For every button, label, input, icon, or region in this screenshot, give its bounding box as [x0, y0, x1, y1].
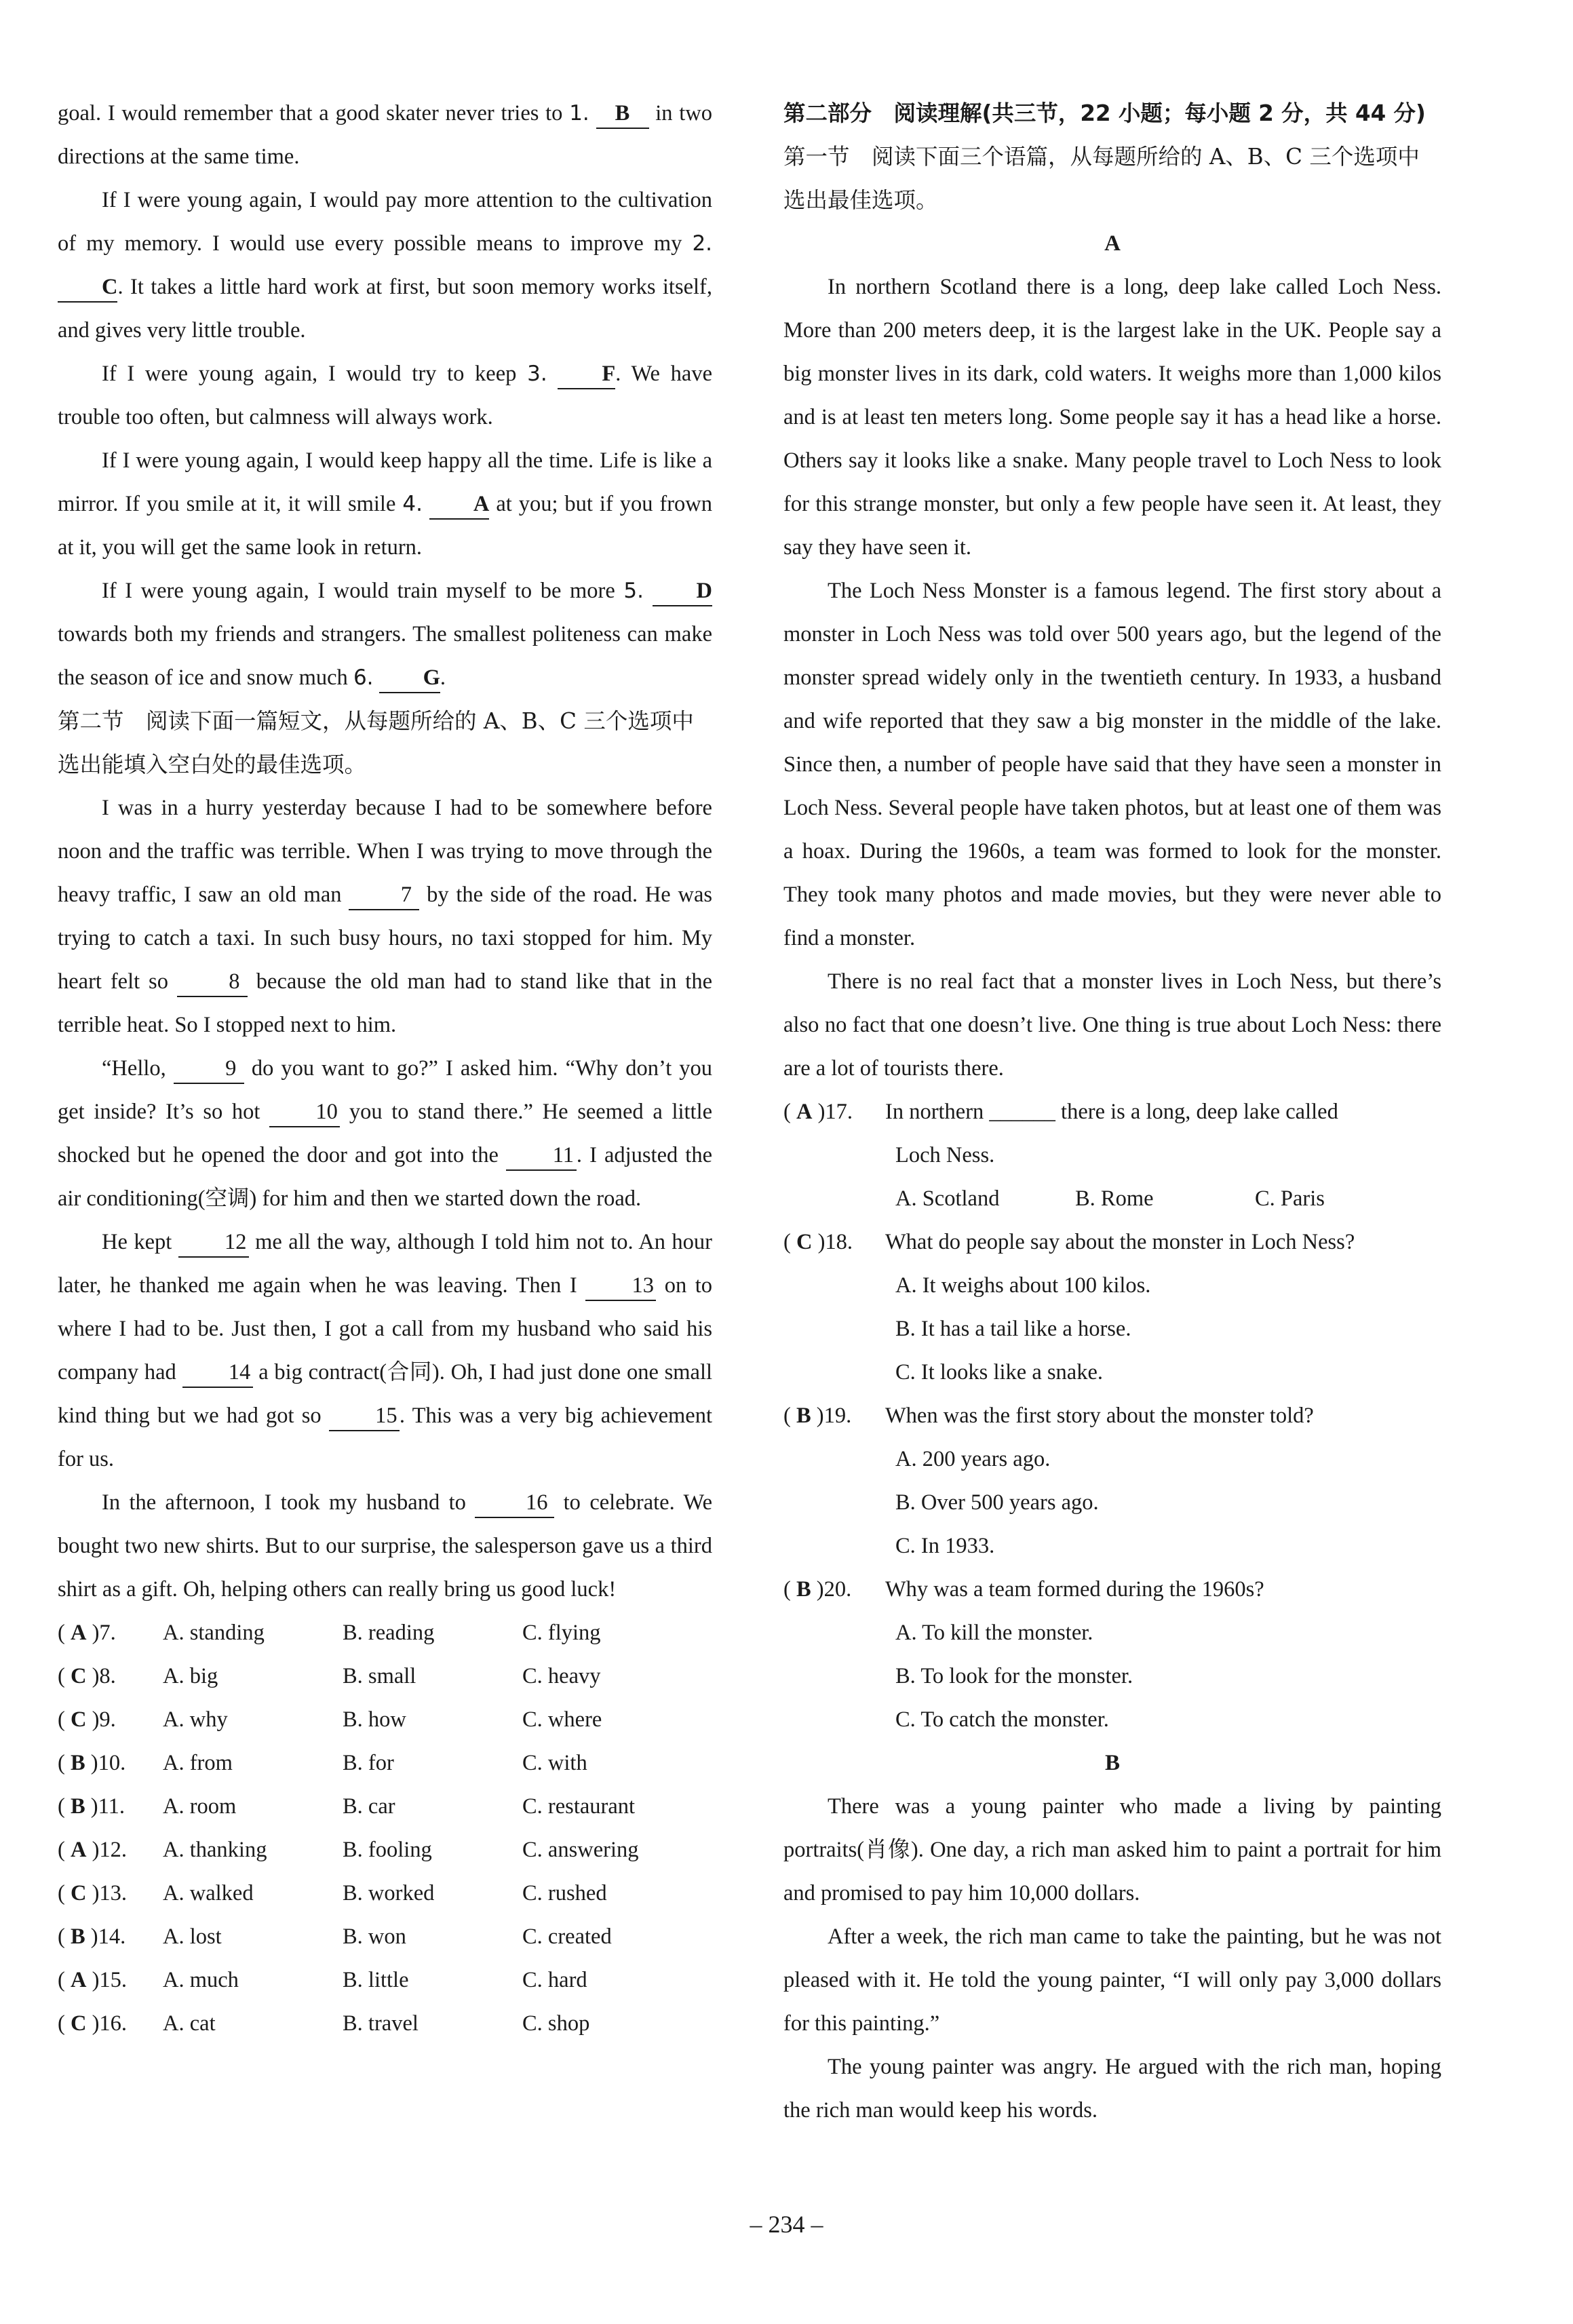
item-number: 4. [402, 492, 423, 516]
cloze-blank-15: 15 [329, 1401, 400, 1431]
option-row: ( A )7. A. standing B. reading C. flying [58, 1621, 601, 1645]
answer-blank-4: A [429, 490, 489, 520]
paragraph-2: If I were young again, I would pay more attention to the cultivation of my memory. I would use every possible means to improve my 2. C. It takes a little hard work at first, but soon memory works itself, and gives very little trouble. [58, 188, 713, 343]
answer-letter: A [70, 1968, 87, 1992]
answer-blank-1: B [596, 99, 649, 129]
paragraph-3: If I were young again, I would try to keep 3. F. We have trouble too often, but calmness will always work. [58, 352, 712, 439]
passage-b-paragraph-3: The young painter was angry. He argued with the rich man, hoping the rich man would keep his words. [783, 2055, 1441, 2123]
passage-b-title: B [1104, 1751, 1120, 1775]
right-column [783, 92, 1441, 2132]
paragraph-5: If I were young again, I would train myself to be more 5. D towards both my friends and strangers. The smallest politeness can make the season of ice and snow much 6. G. [58, 569, 712, 699]
item-number: 3. [527, 362, 547, 386]
passage-b-paragraph-2: After a week, the rich man came to take the painting, but he was not pleased with it. He told the young painter, “I will only pay 3,000 dollars for this painting.” [783, 1924, 1441, 2036]
option-row: ( C )8. A. big B. small C. heavy [58, 1664, 601, 1688]
cloze-paragraph-1: I was in a hurry yesterday because I had to be somewhere before noon and the traffic was terrible. When I was trying to move through the heavy traffic, I saw an old man 7 by the side of the road. He was trying to catch a taxi. In such busy hours, no taxi stopped for him. My heart felt so 8 because the old man had to stand like that in the terrible heat. So I stopped next to him. [58, 796, 713, 1037]
item-number: 5. [623, 579, 644, 603]
option-row: ( C )16. A. cat B. travel C. shop [58, 2011, 590, 2036]
answer-blank-3: F [558, 360, 615, 389]
cloze-paragraph-2: “Hello, 9 do you want to go?” I asked him. “Why don’t you get inside? It’s so hot 10 you to stand there.” He seemed a little shocked but he opened the door and got into the 11 . I adjusted the air conditioning(空调) for him and then we started down the road. [58, 1047, 712, 1220]
passage-a-paragraph-3: There is no real fact that a monster lives in Loch Ness, but there’s also no fact that one doesn’t live. One thing is true about Loch Ness: there are a lot of tourists there. [783, 969, 1441, 1081]
cloze-blank-8: 8 [177, 967, 248, 997]
passage-a-paragraph-1: In northern Scotland there is a long, deep lake called Loch Ness. More than 200 meters deep, it is the largest lake in the UK. People say a big monster lives in its dark, cold waters. It weighs more than 1,000 kilos and is at least ten meters long. Some people say it has a head like a horse. Others say it looks like a snake. Many people travel to Loch Ness to look for this strange monster, but only a few people have seen it. At least, they say they have seen it. [783, 275, 1441, 560]
section-1-heading: 第一节 阅读下面三个语篇，从每题所给的 A、B、C 三个选项中选出最佳选项。 [783, 144, 1420, 213]
question-19: ( B )19. When was the first story about the monster told? A. 200 years ago. B. Over 500 years ago. C. In 1933. [783, 1403, 1314, 1558]
option-row: ( B )14. A. lost B. won C. created [58, 1924, 612, 1949]
cloze-blank-12: 12 [178, 1228, 249, 1258]
answer-letter: B [796, 1403, 811, 1428]
answer-blank-6: G [379, 663, 440, 693]
cloze-blank-7: 7 [349, 880, 419, 910]
item-number: 1. [569, 101, 589, 125]
question-18: ( C )18. What do people say about the monster in Loch Ness? A. It weighs about 100 kilos. B. It has a tail like a horse. C. It looks like a snake. [783, 1230, 1355, 1384]
answer-letter: C [796, 1230, 813, 1254]
answer-letter: C [70, 1881, 87, 1905]
item-number: 2. [692, 231, 713, 256]
option-row: ( B )10. A. from B. for C. with [58, 1751, 587, 1775]
passage-a-paragraph-2: The Loch Ness Monster is a famous legend. The first story about a monster in Loch Ness was told over 500 years ago, but the legend of the monster spread widely only in the twentieth century. In 1933, a husband and wife reported that they saw a big monster in the middle of the lake. Since then, a number of people have said that they have seen a monster in Loch Ness. Several people have taken photos, but at least one of them was a hoax. During the 1960s, a team was formed to look for the monster. They took many photos and made movies, but they were never able to find a monster. [783, 579, 1441, 950]
page-number: – 234 – [750, 2211, 823, 2238]
cloze-paragraph-4: In the afternoon, I took my husband to 16 to celebrate. We bought two new shirts. But to our surprise, the salesperson gave us a third shirt as a gift. Oh, helping others can really bring us good luck! [58, 1481, 712, 1611]
section-2-heading: 第二节 阅读下面一篇短文，从每题所给的 A、B、C 三个选项中选出能填入空白处的最佳选项。 [58, 708, 694, 777]
answer-blank-5: D [653, 577, 712, 606]
paragraph-4: If I were young again, I would keep happy all the time. Life is like a mirror. If you smile at it, it will smile 4. A at you; but if you frown at it, you will get the same look in return. [58, 448, 713, 560]
passage-a-title: A [1104, 231, 1121, 256]
cloze-blank-13: 13 [585, 1271, 656, 1301]
answer-letter: A [796, 1100, 813, 1124]
item-number: 6. [353, 665, 374, 690]
cloze-blank-10: 10 [269, 1098, 340, 1127]
answer-letter: C [70, 1664, 87, 1688]
cloze-blank-11: 11 [506, 1141, 577, 1171]
option-row: ( A )15. A. much B. little C. hard [58, 1968, 587, 1992]
answer-letter: C [70, 1707, 87, 1732]
option-row: ( C )13. A. walked B. worked C. rushed [58, 1881, 607, 1905]
cloze-blank-9: 9 [174, 1054, 244, 1084]
cloze-paragraph-3: He kept 12 me all the way, although I told him not to. An hour later, he thanked me again when he was leaving. Then I 13 on to where I had to be. Just then, I got a call from my husband who said his company had 14 a big contract(合同). Oh, I had just done one small kind thing but we had got so 15 . This was a very big achievement for us. [58, 1220, 712, 1481]
answer-letter: C [70, 2011, 87, 2036]
answer-letter: B [70, 1924, 85, 1949]
cloze-blank-14: 14 [182, 1358, 253, 1388]
part-2-heading: 第二部分 阅读理解(共三节，22 小题；每小题 2 分，共 44 分) [783, 100, 1426, 126]
answer-letter: B [796, 1577, 811, 1602]
option-row: ( B )11. A. room B. car C. restaurant [58, 1794, 636, 1819]
left-column [58, 92, 712, 2045]
question-20: ( B )20. Why was a team formed during the 1960s? A. To kill the monster. B. To look for the monster. C. To catch the monster. [783, 1577, 1264, 1732]
answer-blank-2: C [58, 273, 117, 303]
cloze-blank-16: 16 [475, 1488, 554, 1518]
option-row: ( A )12. A. thanking B. fooling C. answering [58, 1838, 639, 1862]
passage-b-paragraph-1: There was a young painter who made a living by painting portraits(肖像). One day, a rich man asked him to paint a portrait for him and promised to pay him 10,000 dollars. [783, 1794, 1441, 1905]
paragraph-1: goal. I would remember that a good skater never tries to 1. B in two directions at the same time. [58, 92, 712, 178]
cloze-options [58, 1611, 712, 2045]
option-row: ( C )9. A. why B. how C. where [58, 1707, 602, 1732]
answer-letter: B [70, 1751, 85, 1775]
answer-letter: A [70, 1838, 87, 1862]
answer-letter: A [70, 1621, 87, 1645]
question-17: ( A )17. In northern ______ there is a long, deep lake called Loch Ness. A. Scotland B. Rome C. Paris [783, 1100, 1338, 1211]
answer-letter: B [70, 1794, 85, 1819]
